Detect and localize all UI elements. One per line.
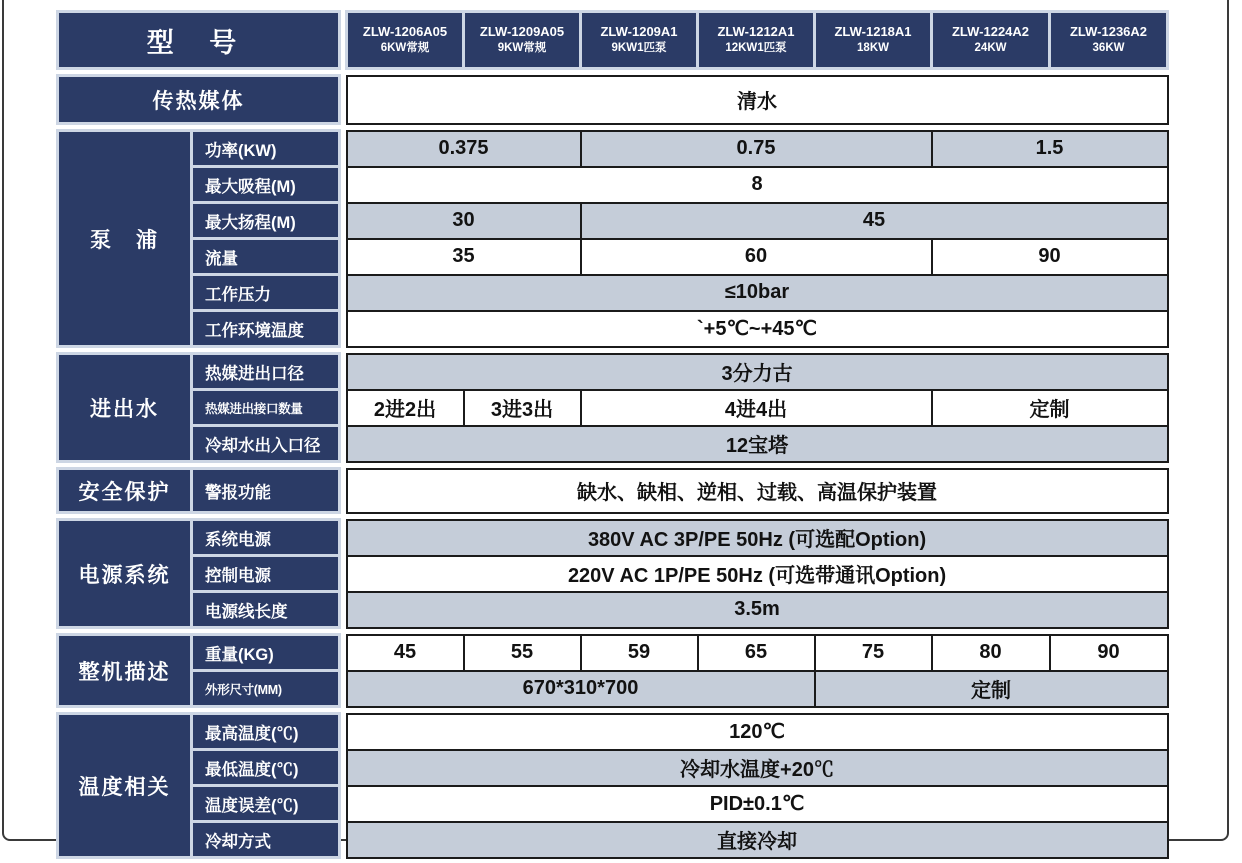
model-code: ZLW-1218A1 <box>834 24 912 40</box>
row-label: 警报功能 <box>192 469 340 513</box>
row-label: 系统电源 <box>192 520 340 556</box>
section-power-supply-table <box>56 518 1169 629</box>
spec-value-cell: 220V AC 1P/PE 50Hz (可选带通讯Option) <box>347 556 1168 592</box>
model-header-table <box>56 10 1169 70</box>
spec-value-cell: 0.75 <box>581 131 932 167</box>
spec-value-cell: 12宝塔 <box>347 426 1168 462</box>
row-label: 流量 <box>192 239 340 275</box>
model-header-cell <box>932 12 1050 69</box>
spec-value-cell: 清水 <box>347 76 1168 124</box>
table-row <box>58 426 1168 462</box>
spec-value-cell: 670*310*700 <box>347 671 815 707</box>
spec-table <box>56 10 1166 863</box>
table-row <box>58 750 1168 786</box>
table-row <box>58 76 1168 124</box>
row-label: 热媒进出口径 <box>192 354 340 390</box>
table-row <box>58 714 1168 750</box>
model-code: ZLW-1212A1 <box>717 24 795 40</box>
row-label: 冷却水出入口径 <box>192 426 340 462</box>
row-label: 最大吸程(M) <box>192 167 340 203</box>
table-row <box>58 203 1168 239</box>
table-row <box>58 556 1168 592</box>
group-label-water-io: 进出水 <box>58 354 192 462</box>
model-subtitle: 36KW <box>1092 41 1125 54</box>
row-label: 功率(KW) <box>192 131 340 167</box>
model-header-row <box>58 12 1168 69</box>
spec-value-cell: 0.375 <box>347 131 581 167</box>
spec-value-cell: 65 <box>698 635 815 671</box>
model-header-cell <box>698 12 815 69</box>
spec-value-cell: 定制 <box>932 390 1168 426</box>
model-code: ZLW-1236A2 <box>1069 24 1148 40</box>
row-label: 工作压力 <box>192 275 340 311</box>
model-subtitle: 12KW1匹泵 <box>725 41 787 54</box>
row-label: 控制电源 <box>192 556 340 592</box>
model-subtitle: 9KW1匹泵 <box>611 41 667 54</box>
spec-value-cell: 80 <box>932 635 1050 671</box>
section-safety-table <box>56 467 1169 514</box>
table-row <box>58 635 1168 671</box>
row-label: 电源线长度 <box>192 592 340 628</box>
label-value-gutter <box>340 714 347 858</box>
group-label-safety: 安全保护 <box>58 469 192 513</box>
spec-value-cell: 3.5m <box>347 592 1168 628</box>
spec-value-cell: 45 <box>347 635 464 671</box>
spec-value-cell: 冷却水温度+20℃ <box>347 750 1168 786</box>
spec-value-cell: 4进4出 <box>581 390 932 426</box>
row-label: 重量(KG) <box>192 635 340 671</box>
label-value-gutter <box>340 131 347 347</box>
table-row <box>58 275 1168 311</box>
row-label: 最大扬程(M) <box>192 203 340 239</box>
spec-value-cell: 3进3出 <box>464 390 581 426</box>
label-value-gutter <box>340 354 347 462</box>
table-row <box>58 786 1168 822</box>
spec-value-cell: 缺水、缺相、逆相、过载、高温保护装置 <box>347 469 1168 513</box>
spec-value-cell: 2进2出 <box>347 390 464 426</box>
model-header-cell <box>581 12 698 69</box>
table-row <box>58 520 1168 556</box>
spec-value-cell: 1.5 <box>932 131 1168 167</box>
spec-value-cell: 8 <box>347 167 1168 203</box>
model-code: ZLW-1206A05 <box>362 24 448 40</box>
label-value-gutter <box>340 469 347 513</box>
row-label: 温度误差(℃) <box>192 786 340 822</box>
model-code: ZLW-1209A1 <box>600 24 678 40</box>
row-label: 最低温度(℃) <box>192 750 340 786</box>
group-label-power-supply: 电源系统 <box>58 520 192 628</box>
spec-value-cell: 90 <box>932 239 1168 275</box>
spec-value-cell: 120℃ <box>347 714 1168 750</box>
table-row <box>58 354 1168 390</box>
spec-value-cell: 3分力古 <box>347 354 1168 390</box>
row-label: 最高温度(℃) <box>192 714 340 750</box>
spec-value-cell: 380V AC 3P/PE 50Hz (可选配Option) <box>347 520 1168 556</box>
label-value-gutter <box>340 635 347 707</box>
model-code: ZLW-1209A05 <box>479 24 565 40</box>
table-row <box>58 469 1168 513</box>
model-header-cell <box>347 12 464 69</box>
spec-value-cell: 59 <box>581 635 698 671</box>
group-label-machine: 整机描述 <box>58 635 192 707</box>
row-label: 冷却方式 <box>192 822 340 858</box>
spec-value-cell: 直接冷却 <box>347 822 1168 858</box>
table-row <box>58 592 1168 628</box>
model-header-cell <box>1050 12 1168 69</box>
spec-value-cell: 35 <box>347 239 581 275</box>
group-label-pump: 泵 浦 <box>58 131 192 347</box>
spec-value-cell: 75 <box>815 635 932 671</box>
spec-value-cell: 60 <box>581 239 932 275</box>
spec-value-cell: 定制 <box>815 671 1168 707</box>
table-row <box>58 671 1168 707</box>
model-subtitle: 6KW常规 <box>380 41 430 54</box>
model-header-cell <box>815 12 932 69</box>
model-header-cell <box>464 12 581 69</box>
row-label: 外形尺寸(MM) <box>192 671 340 707</box>
spec-value-cell: 45 <box>581 203 1168 239</box>
table-row <box>58 390 1168 426</box>
spec-value-cell: 30 <box>347 203 581 239</box>
model-subtitle: 9KW常规 <box>497 41 547 54</box>
section-water-io-table <box>56 352 1169 463</box>
label-value-gutter <box>340 12 347 69</box>
group-label-heat-medium: 传热媒体 <box>58 76 340 124</box>
model-corner-cell: 型 号 <box>58 12 340 69</box>
table-row <box>58 239 1168 275</box>
table-row <box>58 822 1168 858</box>
section-pump-table <box>56 129 1169 348</box>
spec-value-cell: 90 <box>1050 635 1168 671</box>
spec-value-cell: ≤10bar <box>347 275 1168 311</box>
section-machine-table <box>56 633 1169 708</box>
row-label: 热媒进出接口数量 <box>192 390 340 426</box>
spec-value-cell: PID±0.1℃ <box>347 786 1168 822</box>
label-value-gutter <box>340 76 347 124</box>
model-subtitle: 24KW <box>974 41 1007 54</box>
label-value-gutter <box>340 520 347 628</box>
section-heat-medium-table <box>56 74 1169 125</box>
row-label: 工作环境温度 <box>192 311 340 347</box>
table-row <box>58 167 1168 203</box>
spec-value-cell: `+5℃~+45℃ <box>347 311 1168 347</box>
table-row <box>58 311 1168 347</box>
table-row <box>58 131 1168 167</box>
spec-value-cell: 55 <box>464 635 581 671</box>
model-subtitle: 18KW <box>857 41 889 54</box>
model-code: ZLW-1224A2 <box>951 24 1030 40</box>
section-temperature-table <box>56 712 1169 859</box>
group-label-temperature: 温度相关 <box>58 714 192 858</box>
